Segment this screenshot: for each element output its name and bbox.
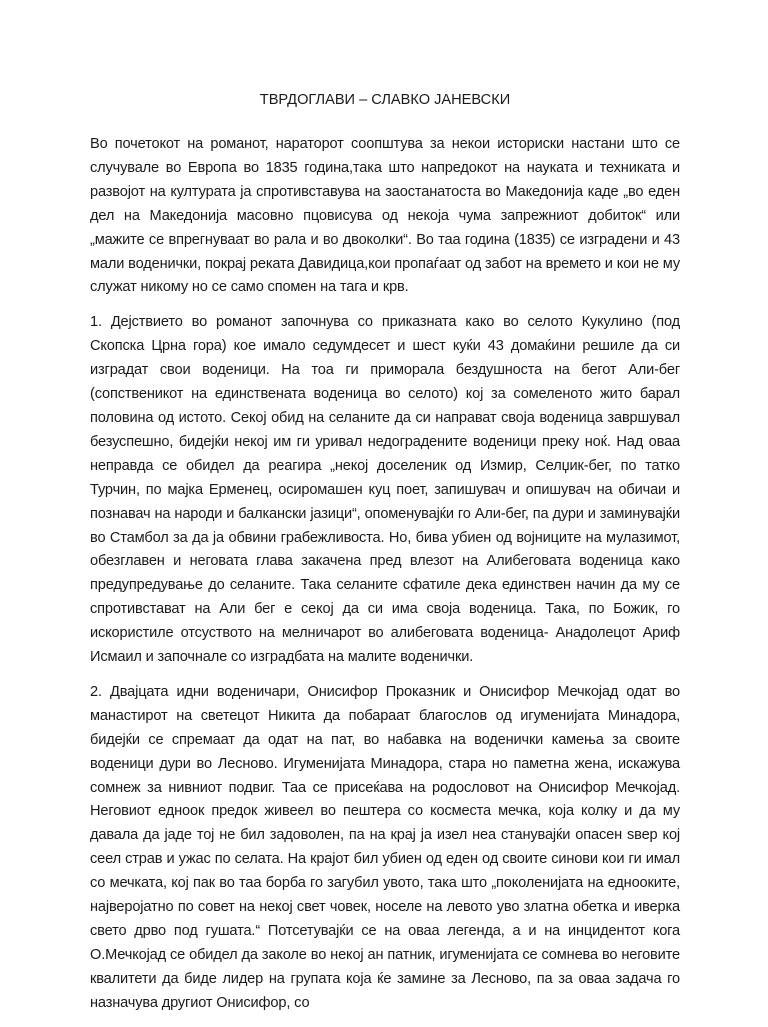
document-title: ТВРДОГЛАВИ – СЛАВКО ЈАНЕВСКИ (259, 92, 511, 108)
document-page (90, 88, 680, 1027)
paragraph-intro: Во почетокот на романот, нараторот соопштува за некои историски настани што се случувале во Европа во 1835 година,така што напредокот на науката и техниката и развојот на културата ја спротивставува на заостанатоста во Македонија каде „во еден дел на Македонија масовно пцовисува од некоја чума запрежниот добиток“ или „мажите се впрегнуваат во рала и во двоколки“. Во таа година (1835) се изградени и 43 мали воденички, покрај реката Давидица,кои пропаѓаат од забот на времето и кои не му служат никому но се само спомен на тага и крв. (90, 136, 680, 296)
paragraph-2: 2. Двајцата идни воденичари, Онисифор Проказник и Онисифор Мечкојад одат во манастирот на светецот Никита да побараат благослов од игуменијата Минадора, бидејќи се спремаат да одат на пат, во набавка на воденички камења за своите воденици дури во Лесново. Игуменијата Минадора, стара но паметна жена, искажува сомнеж за нивниот подвиг. Таа се присеќава на родословот на Онисифор Мечкојад. Неговиот едноок предок живеел во пештера со косместа мечка, која колку и да му давала да јаде тој не бил задоволен, па на крај ја изел неа станувајќи опасен ѕвер кој сеел страв и ужас по селата. На крајот бил убиен од еден од своите синови кои ги имал со мечката, кој пак во таа борба го загубил увото, така што „поколенијата на еднооките, најверојатно по совет на некој свет човек, носеле на левото уво златна обетка и иверка свето дрво под гушата.“ Потсетувајќи се на оваа легенда, а и на инцидентот кога О.Мечкојад се обидел да заколе во некој ан патник, игуменијата се сомнева во неговите квалитети да биде лидер на групата која ќе замине за Лесново, па за оваа задача го назначува другиот Онисифор, со (90, 683, 680, 1011)
paragraph-1: 1. Дејствието во романот започнува со приказната како во селото Кукулино (под Скопска Црна гора) кое имало седумдесет и шест куќи 43 домаќини решиле да си изградат свои воденици. На тоа ги приморала бездушноста на бегот Али-бег (сопственикот на единствената воденица во селото) кој за сомеленото жито барал половина од истото. Секој обид на селаните да си направат своја воденица завршувал безуспешно, бидејќи некој им ги уривал недоградените воденици преку ноќ. Над оваа неправда се обидел да реагира „некој доселеник од Измир, Селџик-бег, по татко Турчин, по мајка Ерменец, осиромашен куц поет, запишувач и опишувач на обичаи и познавач на народи и балкански јазици“, опоменувајќи го Али-бег, па дури и заминувајќи во Стамбол за да ја обвини грабежливоста. Но, бива убиен од војниците на мулазимот, обезглавен и неговата глава закачена пред влезот на Алибеговата воденица како предупредување до селаните. Така селаните сфатиле дека единствен начин да му се спротивстават на Али бег е секој да си има своја воденица. Така, по Божик, го искористиле отсуството на мелничарот во алибеговата воденица- Анадолецот Ариф Исмаил и започнале со изградбата на малите воденички. (90, 314, 680, 666)
